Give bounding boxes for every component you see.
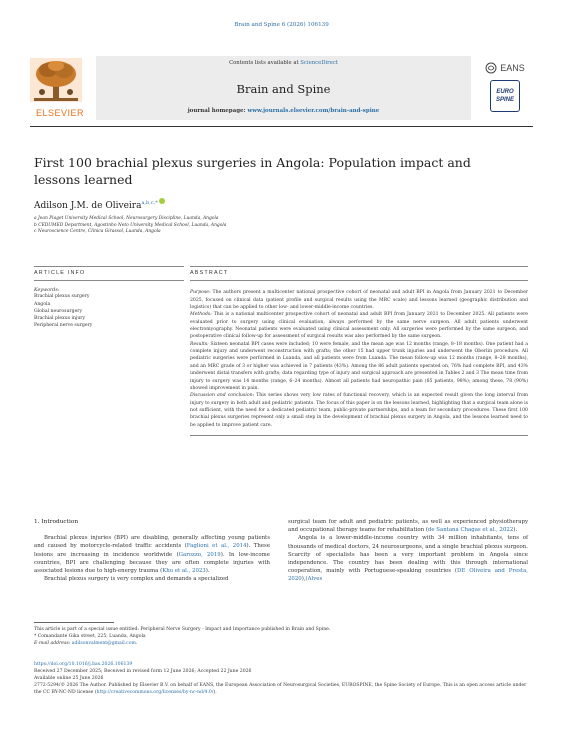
contents-line [96,60,471,66]
affiliation-a: a Jean Piaget University Medical School, Neurosurgery Discipline, Luanda, Angola [34,216,219,221]
publisher-name: ELSEVIER [35,108,85,118]
author-line [34,198,165,211]
corresponding-address: * Comandante Gika street, 225, Luanda, Angola [34,634,146,639]
article-info-rule [34,266,184,267]
citation-link[interactable]: (Alves [305,576,323,583]
intro-text: Brachial plexus injuries (BPI) are disabling, generally affecting young patients and caused by motorcycle-related traffic accidents ( [34,535,270,550]
abstract-rule [190,266,528,267]
intro-text: ), [301,576,306,583]
journal-title: Brain and Spine [236,82,331,96]
intro-text: ). [513,527,518,534]
sciencedirect-link[interactable]: ScienceDirect [300,60,338,66]
intro-paragraph-3 [288,534,528,583]
citation-link[interactable]: de Santana Chagas et al., 2022 [427,527,514,534]
article-info [34,266,184,329]
online-date: Available online 25 June 2026 [34,676,104,681]
article-info-rule-2 [34,280,184,281]
contents-prefix: Contents lists available at [229,60,301,66]
keyword-item: Brachial plexus surgery [34,294,90,300]
author-name[interactable]: Adilson J.M. de Oliveira [34,201,142,211]
results-text: Sixteen neonatal BPI cases were included; 10 were female, and the mean age was 12 months (range, 8–18 months). One patient had a complete injury and underwent reconstruction with grafts; the other 15 had upper trunk injuries and underwent the Oberlin procedure. All pediatric surgeries were performed in Luanda, and all patients were from Luanda. The mean follow-up was 12 months (range, 8–28 months), and an MRC grade of 3 or higher was achieved in 7 patients (43%). Among the 86 adult patients operated on, 76% had complete BPI, and 43% underwent distal transfers with grafts; data regarding type of injury and surgical approach are presented in Tables 2 and 3 The mean time from injury to surgery was 14 months (range, 6–24 months). Almost all patients had neuropathic pain (85 patients, 98%); among these, 78 (90%) showed improvement in pain. [190,341,528,391]
footnotes [34,626,524,647]
keywords-label: Keywords: [34,288,60,294]
license-prefix: 2772-5294/© 2026 The Author. Published by Elsevier B.V. on behalf of EANS, the European Association of Neurosurgical Societies, EUROSPINE, the Spine Society of Europe. This is an open access article under the CC BY-NC-ND license ( [34,683,527,695]
discussion-text: This series shows very low rates of functional recovery, which is an expected result given the long interval from injury to surgery in both adult and pediatric patients. The focus of this paper is on the lessons learned, highlighting that a surgical team alone is not sufficient, with the need for a dedicated pediatric team, public-private partnerships, and a team for secondary procedures. These first 100 brachial plexus surgeries represent only a small step in the development of brachial plexus surgery in Angola, and the lessons learned need to be applied to improve patient care. [190,393,528,428]
society-logos [477,56,533,120]
abstract-methods [190,311,528,340]
purpose-label: Purpose: [190,290,211,296]
keyword-list [34,293,184,329]
abstract [190,266,528,436]
article-info-heading: ARTICLE INFO [34,269,86,276]
intro-paragraph-2: Brachial plexus surgery is very complex and demands a specialized [44,576,229,583]
intro-text: Angola is a lower-middle-income country with 34 million inhabitants, tens of thousands of medical doctors, 24 neurosurgeons, and a single brachial plexus surgeon. Scarcity of specialists has been a very important problem in Angola since independence. The country has been dealing with this through international cooperation, mainly with Portuguese-speaking countries ( [288,535,528,575]
homepage-prefix: journal homepage: [187,108,248,114]
email-line [34,640,524,647]
body-column-left [34,518,270,583]
license-text [34,682,528,696]
body-column-right [288,518,528,584]
email-label: E-mail address: [34,641,72,646]
footnote-rule [34,622,114,623]
homepage-link[interactable]: www.journals.elsevier.com/brain-and-spine [247,108,380,114]
intro-paragraph-1 [34,534,270,575]
header-rule [30,126,533,127]
elsevier-logo[interactable] [30,56,90,122]
license-suffix: ). [213,690,217,695]
doi-link[interactable]: https://doi.org/10.1016/j.bas.2026.106139 [34,662,133,667]
methods-text: This is a national multicenter prospective cohort of neonatal and adult BPI from January 2021 to December 2025. All patients were evaluated prior to surgery using clinical evaluation, always performed by the same nerve surgeon. All adult patients underwent electromyography. Neonatal patients were evaluated using clinical assessment only. All surgeries were performed by the same surgeon, and postoperative clinical follow-up for assessment of surgical results was also performed by the same surgeon. [190,312,528,340]
publication-info [34,661,528,696]
abstract-results [190,341,528,392]
special-issue-note: This article is part of a special issue entitled: Peripheral Nerve Surgery - Impact and Importance published in Brain and Spine. [34,627,331,632]
abstract-heading: ABSTRACT [190,269,229,276]
homepage-line [96,108,471,114]
purpose-text: The authors present a multicenter national prospective cohort of neonatal and adult BPI in Angola from January 2021 to December 2025, focused on clinical data (patient profile and surgical results using the MRC scale) and lessons learned (geographic distribution and logistics) that can be applied to other low- and lower-middle-income countries. [190,290,528,311]
license-link[interactable]: http://creativecommons.org/licenses/by-nc-nd/4.0/ [96,690,214,695]
abstract-discussion [190,392,528,429]
keyword-item: Angola [34,301,51,307]
email-tail: . [135,641,138,646]
journal-banner [96,56,471,120]
eans-logo[interactable] [477,62,533,74]
badge-line2: SPINE [495,97,514,103]
abstract-rule-2 [190,280,528,281]
intro-paragraph-2-continued [288,518,528,534]
citation-link[interactable]: DE Oliveira and Presta, 2020 [288,568,528,583]
badge-line1: EURO [496,89,514,95]
orcid-icon[interactable] [159,198,165,204]
discussion-label: Discussion and conclusion: [190,393,255,399]
intro-text: ). These lesions are increasing in incidence worldwide ( [34,543,271,558]
citation-link[interactable]: Khu et al., 2023 [162,568,206,575]
introduction-heading: 1. Introduction [34,519,79,525]
journal-header [30,52,533,122]
citation-link[interactable]: Garozzo, 2019 [178,551,221,558]
citation-link[interactable]: Faglioni et al., 2014 [186,543,247,550]
affiliation-c: c Neuroscience Centre, Clínica Girassol, Luanda, Angola [34,229,161,235]
affiliations [34,216,514,236]
email-link[interactable]: adilsonvalment@gmail.com [71,641,136,646]
keyword-item: Peripheral nerve surgery [34,323,93,329]
received-dates: Received 27 December 2025; Received in revised form 12 June 2026; Accepted 22 June 2026 [34,669,252,674]
results-label: Results: [190,341,209,347]
keyword-item: Brachial plexus injury [34,315,86,321]
methods-label: Methods: [190,312,212,318]
keyword-item: Global neurosurgery [34,308,83,314]
abstract-end-rule [190,435,528,436]
running-head[interactable]: Brain and Spine 6 (2026) 106139 [234,22,329,28]
eans-name: EANS [500,63,525,73]
article-title: First 100 brachial plexus surgeries in Angola: Population impact and lessons learned [34,155,471,187]
intro-text: ). [205,568,210,575]
intro-text: ). In low-income countries, BPI are challenging because they are often complete injuries with associated lesions due to high-energy trauma ( [34,551,270,575]
eurospine-logo[interactable] [490,80,520,112]
author-affiliation-marks[interactable]: a,b,c,* [141,200,158,206]
intro-text: surgical team for adult and pediatric patients, as well as experienced physiotherapy and occupational therapy teams for rehabilitation ( [288,519,528,534]
abstract-purpose [190,289,528,311]
elsevier-tree-logo [30,58,82,102]
abstract-body [190,289,528,429]
affiliation-b: b CEDUMED Department, Agostinho Neto University Medical School, Luanda, Angola [34,222,227,228]
eans-logo-icon [485,62,497,74]
